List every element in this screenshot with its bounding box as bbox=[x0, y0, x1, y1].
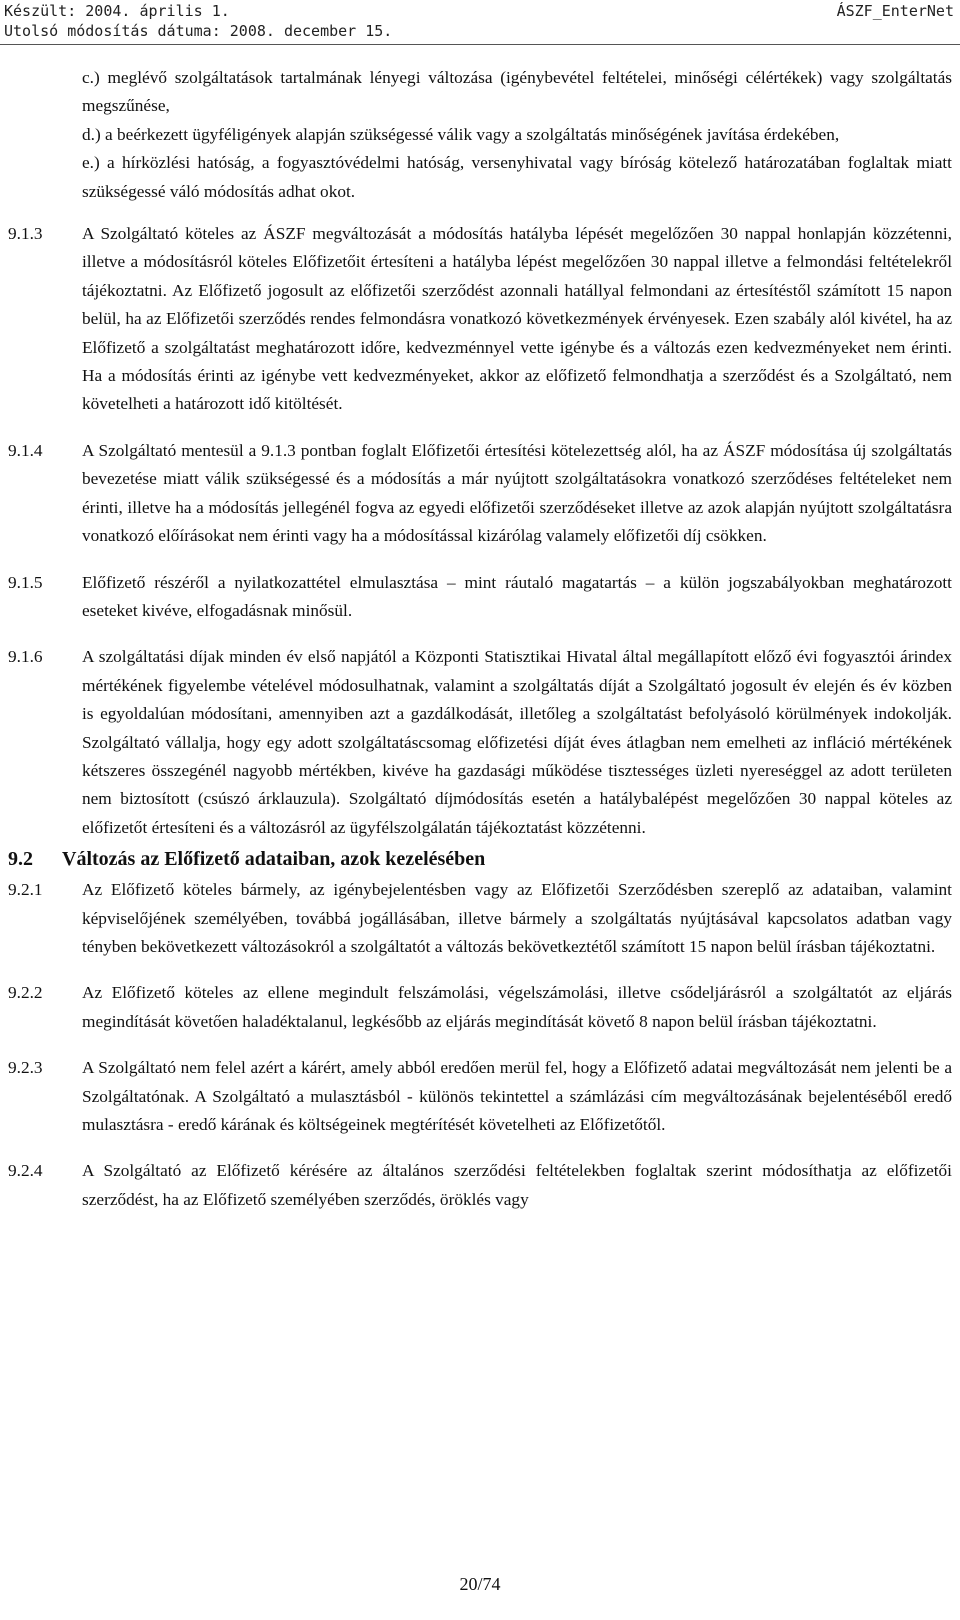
paragraph-number: 9.2.2 bbox=[8, 983, 43, 1003]
paragraph-text: Előfizető részéről a nyilatkozattétel elmulasztása – mint ráutaló magatartás – a külön jogszabályokban meghatározott eseteket kivéve, elfogadásnak minősül. bbox=[82, 572, 952, 620]
list-item: c.) meglévő szolgáltatások tartalmának lényegi változása (igénybevétel feltételei, minőségi célértékek) vagy szolgáltatás megszűnése, bbox=[82, 68, 952, 116]
paragraph-9-2-4 bbox=[8, 1157, 952, 1214]
section-heading bbox=[8, 844, 952, 874]
paragraph-number: 9.1.5 bbox=[8, 572, 43, 592]
paragraph-9-2-1 bbox=[8, 876, 952, 961]
paragraph-number: 9.1.3 bbox=[8, 224, 43, 244]
paragraph-number: 9.1.6 bbox=[8, 647, 43, 667]
paragraph-9-2-3 bbox=[8, 1054, 952, 1139]
paragraph-text: Az Előfizető köteles bármely, az igénybejelentésben vagy az Előfizetői Szerződésben szereplő az adataiban, valamint képviselőjének személyében, továbbá jogállásában, illetve bármely a szolgáltatás nyújtásával kapcsolatos adatban vagy tényben bekövetkezett változásokról a szolgáltatót a változás bekövetkeztétől számított 15 napon belül írásban tájékoztatni. bbox=[82, 880, 952, 956]
section-title: Változás az Előfizető adataiban, azok kezelésében bbox=[62, 848, 486, 871]
paragraph-number: 9.2.4 bbox=[8, 1161, 43, 1181]
document-code: ÁSZF_EnterNet bbox=[836, 2, 954, 20]
paragraph-text: A szolgáltatási díjak minden év első napjától a Központi Statisztikai Hivatal által megállapított előző évi fogyasztói árindex mértékének figyelembe vételével módosulhatnak, valamint a szolgáltatás díját a Szolgáltató jogosult év elején és év közben is egyoldalúan módosítani, amennyiben azt a gazdálkodását, illetőleg a szolgáltatást befolyásoló körülmények indokolják. Szolgáltató vállalja, hogy egy adott szolgáltatáscsomag előfizetési díját éves átlagban nem emelheti az infláció mértékének kétszeres összegénél nagyobb mértékben, kivéve ha gazdasági működése tisztességes üzleti nyereséggel az adott területen nem biztosított (csúszó árklauzula). Szolgáltató díjmódosítás esetén a hatálybalépést megelőzően 30 nappal köteles az előfizetőt értesíteni és a változásról az ügyfélszolgálatán tájékoztatást közzétenni. bbox=[82, 647, 952, 837]
paragraph-9-1-5 bbox=[8, 569, 952, 626]
paragraph-number: 9.2.1 bbox=[8, 880, 43, 900]
paragraph-text: A Szolgáltató az Előfizető kérésére az általános szerződési feltételekben foglaltak szerint módosíthatja az előfizetői szerződést, ha az Előfizető személyében szerződés, öröklés vagy bbox=[82, 1161, 952, 1209]
list-item: d.) a beérkezett ügyféligények alapján szükségessé válik vagy a szolgáltatás minőségének javítása érdekében, bbox=[82, 124, 840, 144]
paragraph-9-2-2 bbox=[8, 979, 952, 1036]
paragraph-9-1-6 bbox=[8, 643, 952, 842]
list-item: e.) a hírközlési hatóság, a fogyasztóvédelmi hatóság, versenyhivatal vagy bíróság kötelező határozatában foglaltak miatt szükségessé váló módosítás adhat okot. bbox=[82, 153, 952, 201]
created-date: Készült: 2004. április 1. bbox=[4, 2, 230, 20]
paragraph-9-1-4 bbox=[8, 437, 952, 551]
paragraph-text: A Szolgáltató mentesül a 9.1.3 pontban foglalt Előfizetői értesítési kötelezettség alól, ha az ÁSZF módosítása új szolgáltatás bevezetése miatt válik szükségessé és a módosítás a már nyújtott szolgáltatásokra vonatkozó szerződéses feltételeket nem érinti, illetve ha a módosítás jellegénél fogva az egyedi előfizetői szerződéseket illetve az azok alapján nyújtott szolgáltatásra vonatkozó előírásokat nem érinti vagy ha a módosítással kizárólag valamely előfizetői díj csökken. bbox=[82, 440, 952, 546]
paragraph-text: A Szolgáltató köteles az ÁSZF megváltozását a módosítás hatályba lépését megelőzően 30 nappal honlapján közzétenni, illetve a módosításról köteles Előfizetőit értesíteni a hatályba lépést megelőzően 30 nappal illetve a felmondási feltételekről tájékoztatni. Az Előfizető jogosult az előfizetői szerződést azonnali hatállyal felmondani az értesítéstől számított 15 napon belül, ha az Előfizetői szerződés rendes felmondásra vonatkozó következmények érvényesek. Ezen szabály alól kivétel, ha az Előfizető a szolgáltatást meghatározott időre, kedvezménnyel vette igénybe és a változás ezen kedvezményeket nem érinti. Ha a módosítás érinti az igénybe vett kedvezményeket, akkor az előfizető felmondhatja a szerződést és a Szolgáltató, nem követelheti a határozott idő kitöltését. bbox=[82, 224, 952, 414]
paragraph-number: 9.2.3 bbox=[8, 1058, 43, 1078]
paragraph-text: A Szolgáltató nem felel azért a kárért, amely abból eredően merül fel, hogy a Előfizető adatai megváltozását nem jelenti be a Szolgáltatónak. A Szolgáltató a mulasztásból - különös tekintettel a számlázási cím megváltozásának bejelentéséből eredő mulasztásra - eredő kárának és költségeinek megtérítését követelheti az Előfizetőtől. bbox=[82, 1058, 952, 1134]
paragraph-number: 9.1.4 bbox=[8, 440, 43, 460]
document-body bbox=[8, 64, 952, 1214]
section-number: 9.2 bbox=[8, 848, 33, 871]
page-number: 20/74 bbox=[459, 1574, 501, 1594]
page-header bbox=[0, 0, 960, 45]
paragraph-9-1-3 bbox=[8, 220, 952, 419]
modified-date: Utolsó módosítás dátuma: 2008. december 15. bbox=[4, 22, 393, 40]
paragraph-text: Az Előfizető köteles az ellene megindult felszámolási, végelszámolási, illetve csődeljárásról a szolgáltatót az eljárás megindítását követően haladéktalanul, legkésőbb az eljárás megindítását követő 8 napon belül írásban tájékoztatni. bbox=[82, 983, 952, 1031]
